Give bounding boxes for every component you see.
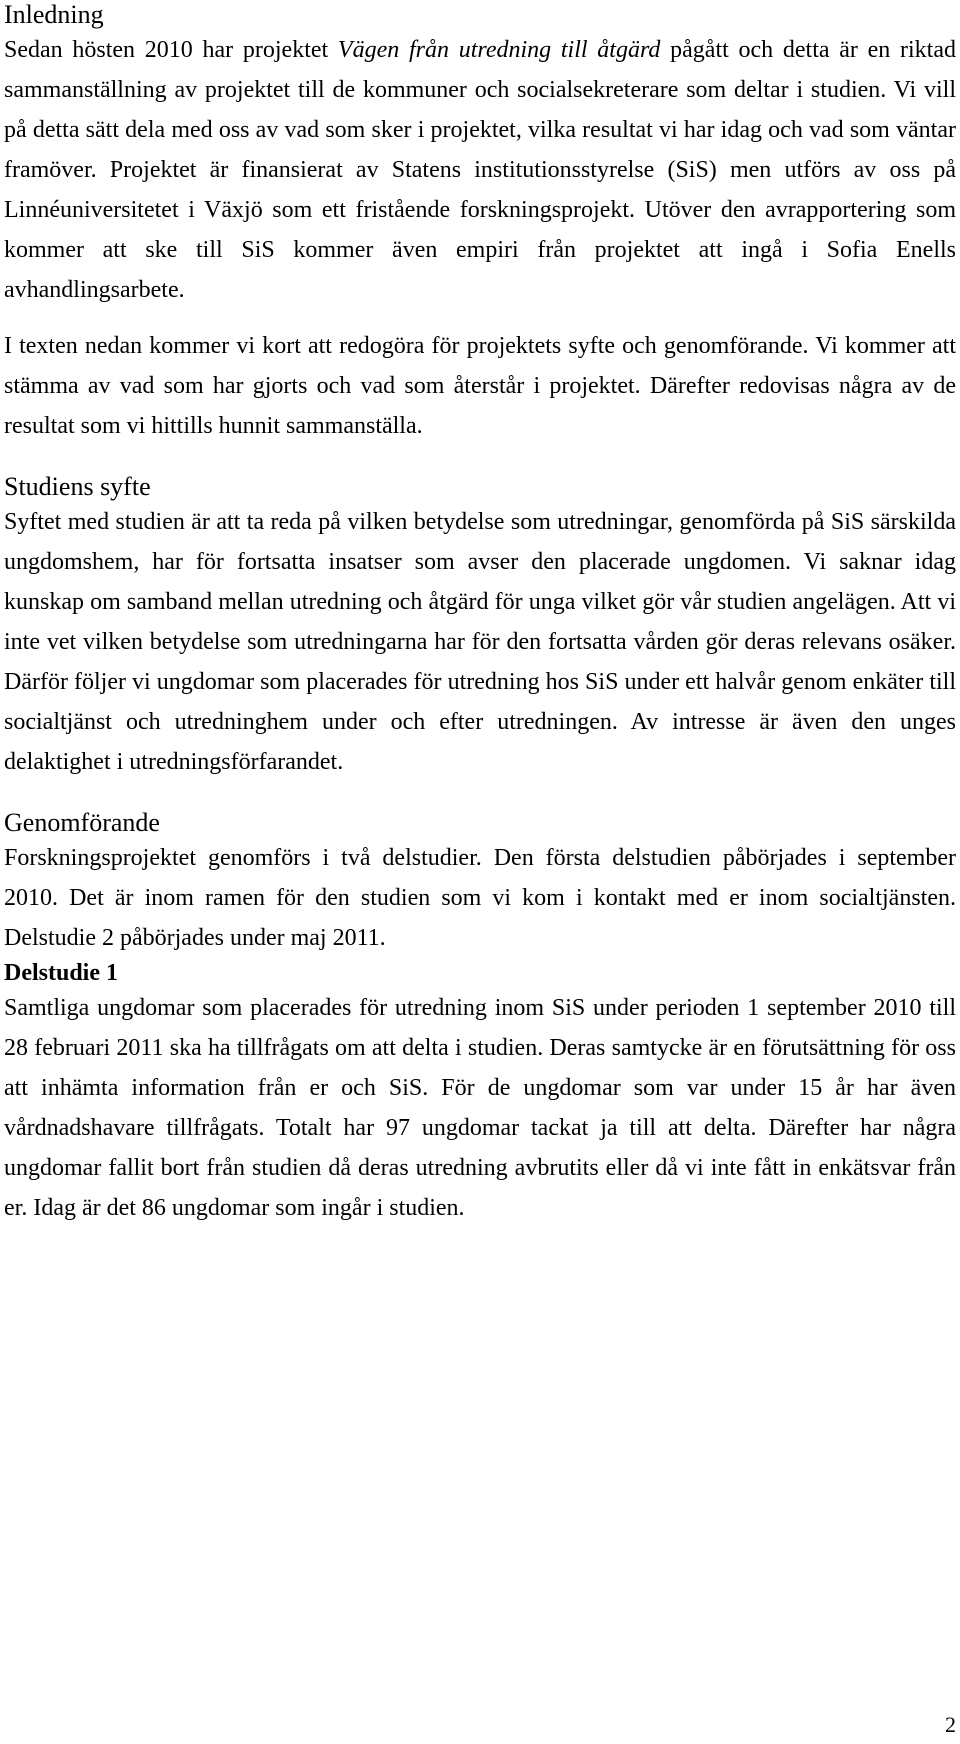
paragraph-syfte: Syftet med studien är att ta reda på vilken betydelse som utredningar, genomförda på SiS särskilda ungdomshem, har för fortsatta insatser som avser den placerade ungdomen. Vi saknar idag kunskap om samband mellan utredning och åtgärd för unga vilket gör vår studien angelägen. Att vi inte vet vilken betydelse som utredningarna har för den fortsatta vården gör deras relevans osäker. Därför följer vi ungdomar som placerades för utredning hos SiS under ett halvår genom enkäter till socialtjänst och utredninghem under och efter utredningen. Av intresse är även den unges delaktighet i utredningsförfarandet. — [4, 509, 956, 775]
project-title-italic: Vägen från utredning till åtgärd — [337, 37, 661, 63]
heading-delstudie-1: Delstudie 1 — [4, 960, 118, 986]
heading-studiens-syfte: Studiens syfte — [4, 472, 151, 501]
heading-genomforande: Genomförande — [4, 808, 160, 837]
document-page — [4, 0, 956, 1228]
paragraph-text: Sedan hösten 2010 har projektet — [4, 37, 338, 63]
paragraph-genomforande: Forskningsprojektet genomförs i två delstudier. Den första delstudien påbörjades i september 2010. Det är inom ramen för den studien som vi kom i kontakt med er inom socialtjänsten. Delstudie 2 påbörjades under maj 2011. — [4, 845, 956, 951]
heading-inledning: Inledning — [4, 0, 104, 29]
page-number: 2 — [945, 1712, 956, 1737]
paragraph-text: pågått och detta är en riktad sammanställning av projektet till de kommuner och socialsekreterare som deltar i studien. Vi vill på detta sätt dela med oss av vad som sker i projektet, vilka resultat vi har idag och vad som väntar framöver. Projektet är finansierat av Statens institutionsstyrelse (SiS) men utförs av oss på Linnéuniversitetet i Växjö som ett fristående forskningsprojekt. Utöver den avrapportering som kommer att ske till SiS kommer även empiri från projektet att ingå i Sofia Enells avhandlingsarbete. — [4, 37, 957, 303]
paragraph-inledning-1 — [4, 30, 956, 310]
paragraph-inledning-2: I texten nedan kommer vi kort att redogöra för projektets syfte och genomförande. Vi kommer att stämma av vad som har gjorts och vad som återstår i projektet. Därefter redovisas några av de resultat som vi hittills hunnit sammanställa. — [4, 333, 956, 439]
paragraph-delstudie-1: Samtliga ungdomar som placerades för utredning inom SiS under perioden 1 september 2010 till 28 februari 2011 ska ha tillfrågats om att delta i studien. Deras samtycke är en förutsättning för oss att inhämta information från er och SiS. För de ungdomar som var under 15 år har även vårdnadshavare tillfrågats. Totalt har 97 ungdomar tackat ja till att delta. Därefter har några ungdomar fallit bort från studien då deras utredning avbrutits eller då vi inte fått in enkätsvar från er. Idag är det 86 ungdomar som ingår i studien. — [4, 995, 956, 1221]
